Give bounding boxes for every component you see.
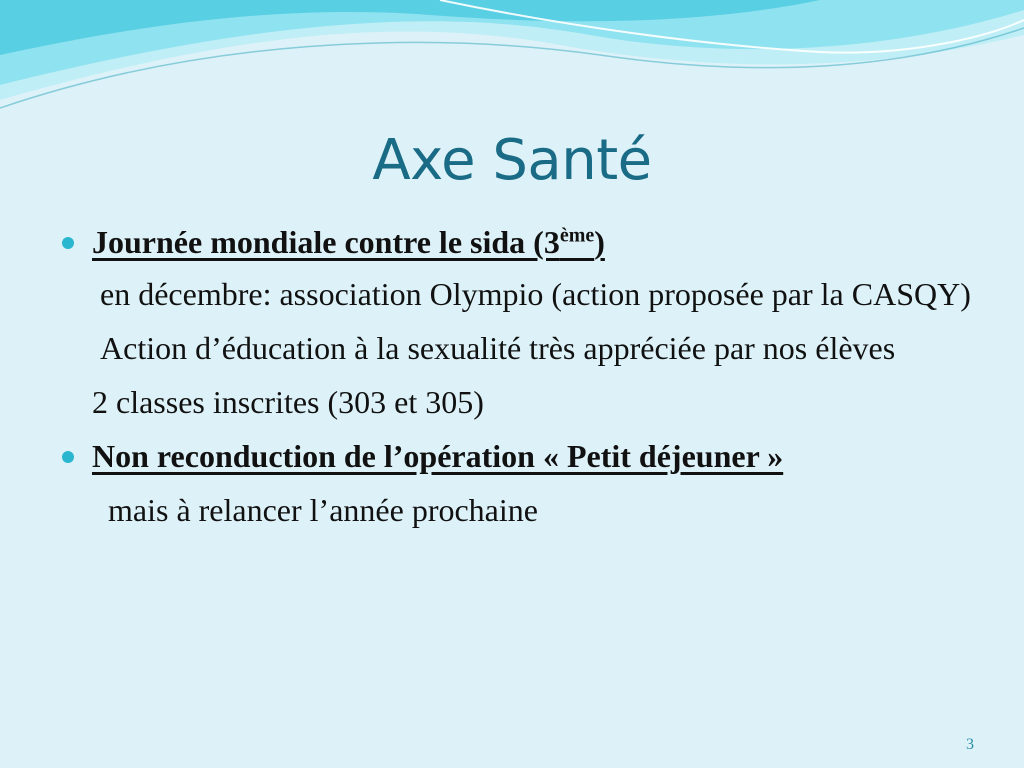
bullet-dot-icon xyxy=(62,451,74,463)
heading-text-end: ) xyxy=(594,224,605,260)
bullet-item-sida xyxy=(60,222,980,262)
page-number: 3 xyxy=(966,736,974,753)
heading-superscript: ème xyxy=(559,224,595,247)
bullet-heading: Non reconduction de l’opération « Petit déjeuner » xyxy=(92,438,784,474)
sub-line: Action d’éducation à la sexualité très appréciée par nos élèves xyxy=(92,330,896,366)
sub-line: 2 classes inscrites (303 et 305) xyxy=(92,384,484,420)
sub-line: mais à relancer l’année prochaine xyxy=(92,492,538,528)
sub-line: en décembre: association Olympio (action proposée par la CASQY) xyxy=(92,276,971,312)
slide-body xyxy=(60,222,980,530)
heading-text: Journée mondiale contre le sida (3 xyxy=(92,224,560,260)
header-wave-decoration xyxy=(0,0,1024,120)
bullet-dot-icon xyxy=(62,237,74,249)
bullet-item-petit-dejeuner xyxy=(60,436,980,476)
slide-title: Axe Santé xyxy=(372,128,652,193)
bullet-heading xyxy=(92,224,605,260)
